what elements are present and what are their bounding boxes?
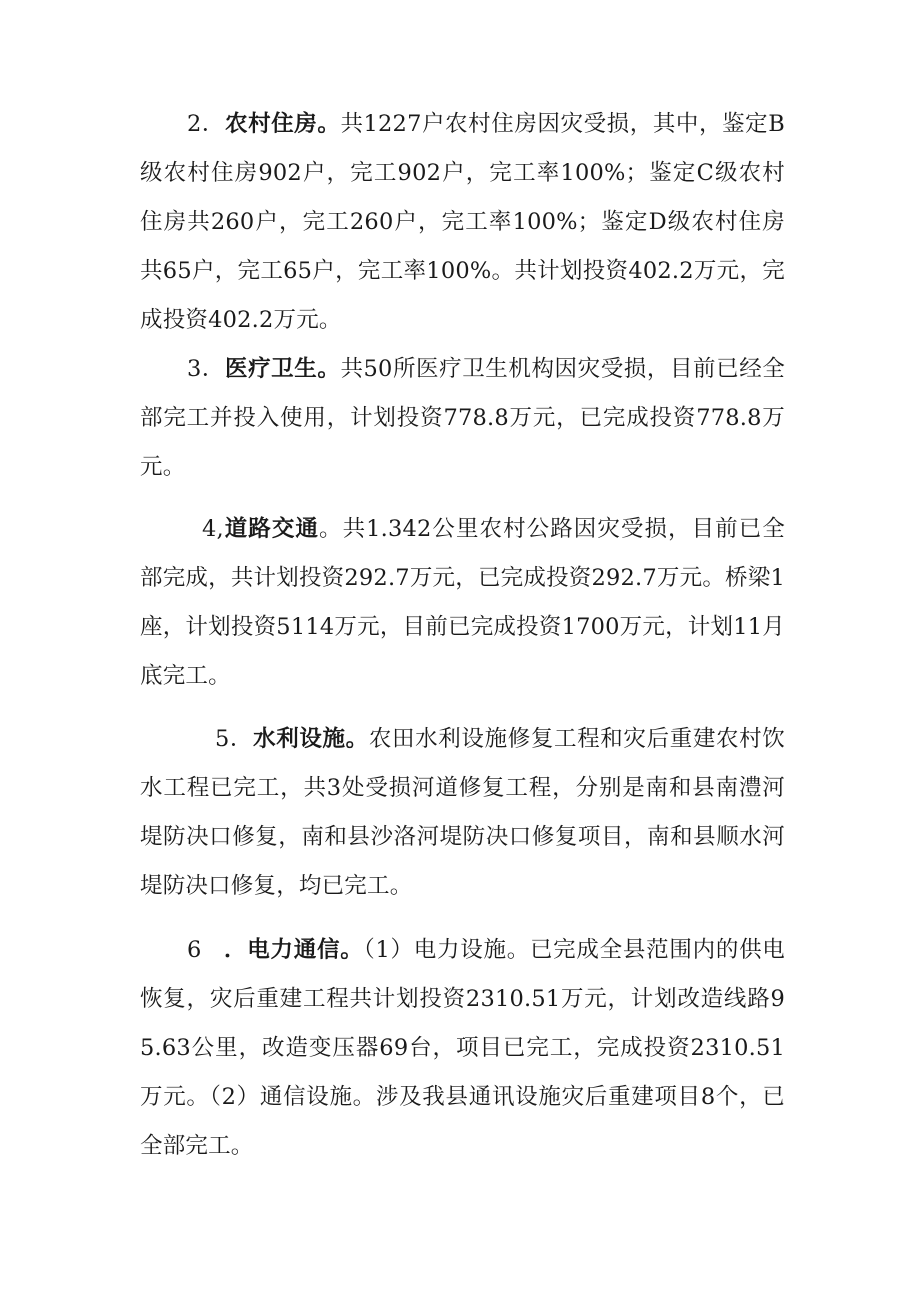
section-body: 农田水利设施修复工程和灾后重建农村饮水工程已完工，共3处受损河道修复工程，分别是南和县南澧河堤防决口修复，南和县沙洛河堤防决口修复项目，南和县顺水河堤防决口修复，均已完工。 xyxy=(140,726,785,899)
section-body: （1）电力设施。已完成全县范围内的供电恢复，灾后重建工程共计划投资2310.51万元，计划改造线路95.63公里，改造变压器69台，项目已完工，完成投资2310.51万元。（2）通信设施。涉及我县通讯设施灾后重建项目8个，已全部完工。 xyxy=(140,937,786,1159)
section-water xyxy=(140,715,785,911)
section-number: 2． xyxy=(187,111,225,137)
section-heading: 水利设施。 xyxy=(253,726,369,752)
section-power xyxy=(140,926,785,1171)
section-health xyxy=(140,345,785,492)
section-housing xyxy=(140,100,785,345)
section-body: 共50所医疗卫生机构因灾受损，目前已经全部完工并投入使用，计划投资778.8万元，已完成投资778.8万元。 xyxy=(140,356,785,480)
section-heading: ．电力通信。 xyxy=(223,937,364,963)
section-heading: 道路交通 xyxy=(223,516,319,542)
section-transport xyxy=(140,505,785,701)
section-number: 6 xyxy=(187,937,202,963)
section-number: 5． xyxy=(215,726,254,752)
section-body: 。共1.342公里农村公路因灾受损，目前已全部完成，共计划投资292.7万元，已完成投资292.7万元。桥梁1座，计划投资5114万元，目前已完成投资1700万元，计划11月底完工。 xyxy=(140,516,785,689)
section-number: 4, xyxy=(202,516,224,542)
section-number: 3． xyxy=(187,356,225,382)
section-heading: 农村住房。 xyxy=(225,111,341,137)
section-heading: 医疗卫生。 xyxy=(225,356,341,382)
section-body: 共1227户农村住房因灾受损，其中，鉴定B级农村住房902户，完工902户，完工率100%；鉴定C级农村住房共260户，完工260户，完工率100%；鉴定D级农村住房共65户，完工65户，完工率100%。共计划投资402.2万元，完成投资402.2万元。 xyxy=(140,111,785,333)
